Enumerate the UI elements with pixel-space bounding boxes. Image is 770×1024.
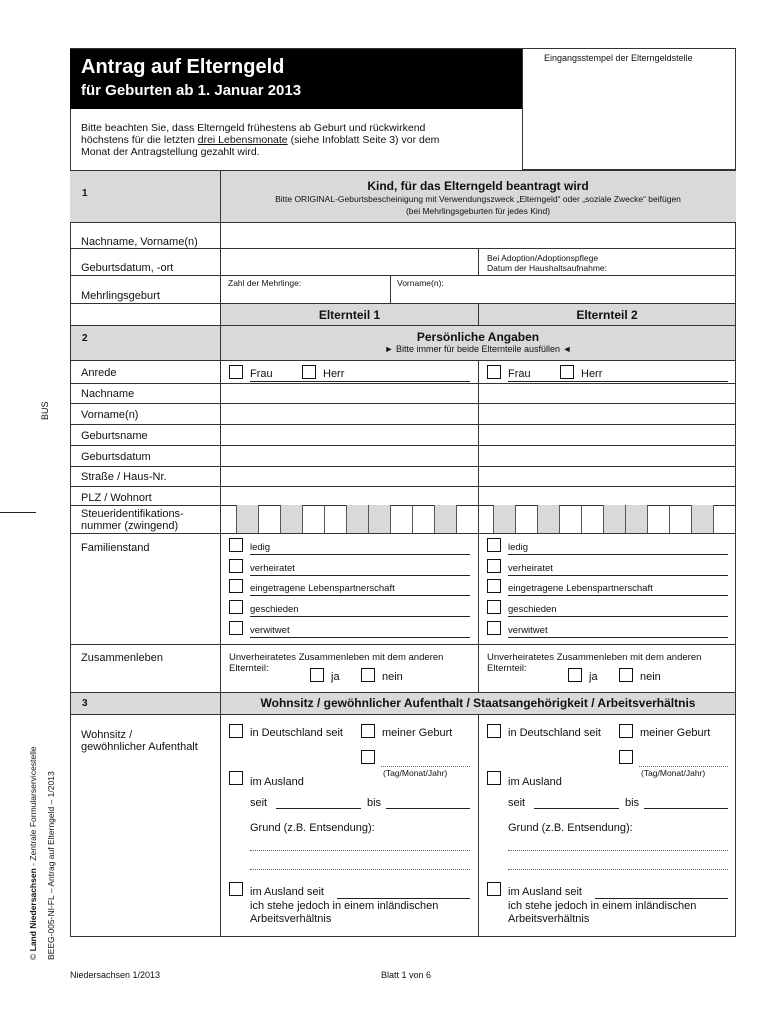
p1-tax-id-digit-10[interactable] (434, 505, 456, 533)
p1-familienstand-2-checkbox[interactable] (229, 579, 243, 593)
p1-bis-field[interactable] (386, 808, 470, 809)
p2-anrede-frau-checkbox[interactable] (487, 365, 501, 379)
p2-familienstand-3-checkbox[interactable] (487, 600, 501, 614)
section-1-subtitle-1: Bitte ORIGINAL-Geburtsbescheinigung mit Verwendungszweck „Elterngeld“ oder „soziale Zwecke“ beifügen (275, 194, 681, 204)
p1-familienstand-0-label: ledig (250, 542, 271, 553)
p1-zusammenleben-ja-checkbox[interactable] (310, 668, 324, 682)
parent-2-header: Elternteil 2 (576, 308, 638, 322)
p1-inland-2: Arbeitsverhältnis (250, 913, 332, 925)
p1-familienstand-0-checkbox[interactable] (229, 538, 243, 552)
p2-tax-id-digit-2[interactable] (515, 505, 537, 533)
p2-familienstand-3-label: geschieden (508, 604, 557, 615)
p2-grund-field-2[interactable] (508, 869, 728, 870)
p1-seit-field[interactable] (276, 808, 361, 809)
p2-seit-field[interactable] (534, 808, 619, 809)
p1-geburtsname-field[interactable] (221, 425, 478, 445)
p1-geburtsdatum-field[interactable] (221, 446, 478, 466)
section-1-subtitle-2: (bei Mehrlingsgeburten für jedes Kind) (405, 206, 551, 216)
p1-grund-field-2[interactable] (250, 869, 470, 870)
p2-anrede-herr-label: Herr (581, 368, 603, 380)
p1-anrede-frau-label: Frau (250, 368, 273, 380)
p1-seit-date-checkbox[interactable] (361, 750, 375, 764)
p1-zusammenleben-text-2: Elternteil: (229, 663, 269, 674)
p2-familienstand-0-checkbox[interactable] (487, 538, 501, 552)
row-label-strasse: Straße / Haus-Nr. (81, 471, 167, 483)
child-birth-field[interactable] (221, 249, 478, 274)
p1-seit-geburt-label: meiner Geburt (382, 727, 453, 739)
child-name-label: Nachname, Vorname(n) (81, 236, 198, 248)
adoption-label-1: Bei Adoption/Adoptionspflege (487, 253, 599, 263)
p2-grund-field-1[interactable] (508, 850, 728, 851)
section-2-title: Persönliche Angaben (416, 330, 540, 344)
p1-tax-id-digit-11[interactable] (456, 505, 478, 533)
p1-nachname-field[interactable] (221, 384, 478, 403)
p1-ausland-seit-label: im Ausland seit (250, 886, 324, 898)
p1-date-hint: (Tag/Monat/Jahr) (383, 768, 448, 778)
p1-ausland-checkbox[interactable] (229, 771, 243, 785)
row-label-plz: PLZ / Wohnort (81, 492, 152, 504)
child-birth-label: Geburtsdatum, -ort (81, 262, 174, 274)
p1-tax-id-digit-4[interactable] (302, 505, 324, 533)
p2-familienstand-0-label: ledig (508, 542, 529, 553)
p1-vorname-field[interactable] (221, 404, 478, 424)
section-2-number: 2 (82, 333, 88, 344)
p1-grund-field-1[interactable] (250, 850, 470, 851)
p2-familienstand-4-checkbox[interactable] (487, 621, 501, 635)
p2-familienstand-2-checkbox[interactable] (487, 579, 501, 593)
p2-zusammenleben-ja-checkbox[interactable] (568, 668, 582, 682)
multiple-birth-label: Mehrlingsgeburt (81, 290, 160, 302)
p2-familienstand-1-label: verheiratet (508, 563, 553, 574)
page-title: Antrag auf Elterngeld (81, 56, 285, 78)
p2-tax-id-digit-5[interactable] (581, 505, 603, 533)
p2-zusammenleben-nein-label: nein (640, 671, 661, 683)
p1-bis-label: bis (367, 797, 382, 809)
margin-copyright: © Land Niedersachsen - Zentrale Formularservicestelle (28, 746, 38, 960)
parent-1-header: Elternteil 1 (318, 308, 381, 322)
p1-seit-label: seit (250, 797, 268, 809)
section-3-number: 3 (82, 698, 88, 709)
p1-familienstand-4-label: verwitwet (250, 625, 290, 636)
p2-nachname-field[interactable] (479, 384, 735, 403)
p1-in-de-label: in Deutschland seit (250, 727, 343, 739)
p2-plz-field[interactable] (479, 487, 735, 505)
p1-zusammenleben-text-1: Unverheiratetes Zusammenleben mit dem anderen (229, 652, 444, 663)
row-label-steuer-2: nummer (zwingend) (81, 520, 179, 532)
footer-center: Blatt 1 von 6 (381, 970, 432, 980)
p2-ausland-seit-checkbox[interactable] (487, 882, 501, 896)
p2-date-hint: (Tag/Monat/Jahr) (641, 768, 706, 778)
row-label-wohnsitz-2: gewöhnlicher Aufenthalt (81, 741, 198, 753)
p1-inland-1: ich stehe jedoch in einem inländischen (250, 900, 439, 912)
notice-line-3: Monat der Antragstellung gezahlt wird. (81, 146, 260, 158)
p1-anrede-herr-label: Herr (323, 368, 345, 380)
p1-seit-geburt-checkbox[interactable] (361, 724, 375, 738)
multiple-count-label: Zahl der Mehrlinge: (228, 278, 302, 288)
p2-seit-geburt-checkbox[interactable] (619, 724, 633, 738)
p2-seit-date-field[interactable] (639, 766, 728, 767)
footer-left: Niedersachsen 1/2013 (70, 970, 161, 980)
p1-zusammenleben-nein-label: nein (382, 671, 403, 683)
p2-tax-id-digit-3[interactable] (537, 505, 559, 533)
p2-geburtsname-field[interactable] (479, 425, 735, 445)
child-name-field[interactable] (221, 223, 735, 247)
row-label-vorname: Vorname(n) (81, 409, 139, 421)
notice-line-1: Bitte beachten Sie, dass Elterngeld frühestens ab Geburt und rückwirkend (81, 122, 426, 134)
p2-tax-id-digit-1[interactable] (493, 505, 515, 533)
row-label-nachname: Nachname (81, 388, 135, 400)
p2-tax-id-digit-8[interactable] (647, 505, 669, 533)
p2-zusammenleben-ja-label: ja (589, 671, 598, 683)
p1-familienstand-2-label: eingetragene Lebenspartnerschaft (250, 583, 395, 594)
p1-zusammenleben-ja-label: ja (331, 671, 340, 683)
p2-in-de-checkbox[interactable] (487, 724, 501, 738)
p2-geburtsdatum-field[interactable] (479, 446, 735, 466)
receipt-stamp-label: Eingangsstempel der Elterngeldstelle (544, 53, 693, 63)
p1-familienstand-1-label: verheiratet (250, 563, 295, 574)
p2-inland-2: Arbeitsverhältnis (508, 913, 590, 925)
p2-vorname-field[interactable] (479, 404, 735, 424)
p2-ausland-label: im Ausland (508, 776, 562, 788)
section-1-title: Kind, für das Elterngeld beantragt wird (367, 179, 589, 193)
p1-familienstand-4-checkbox[interactable] (229, 621, 243, 635)
p1-seit-date-field[interactable] (381, 766, 470, 767)
p1-grund-label: Grund (z.B. Entsendung): (250, 822, 375, 834)
p1-zusammenleben-nein-checkbox[interactable] (361, 668, 375, 682)
row-label-geburtsdatum: Geburtsdatum (81, 451, 151, 463)
p1-familienstand-1-checkbox[interactable] (229, 559, 243, 573)
row-label-zusammenleben: Zusammenleben (81, 652, 163, 664)
p1-anrede-frau-checkbox[interactable] (229, 365, 243, 379)
notice-line-2: höchstens für die letzten drei Lebensmonate (siehe Infoblatt Seite 3) vor dem (81, 134, 440, 146)
p2-familienstand-2-label: eingetragene Lebenspartnerschaft (508, 583, 653, 594)
margin-form-id: BEEG-005-NI-FL – Antrag auf Elterngeld – 1/2013 (46, 771, 56, 960)
p1-ausland-seit-field[interactable] (337, 898, 470, 899)
p2-inland-1: ich stehe jedoch in einem inländischen (508, 900, 697, 912)
p2-tax-id-digit-9[interactable] (669, 505, 691, 533)
p1-tax-id-digit-3[interactable] (280, 505, 302, 533)
receipt-stamp-box (522, 48, 736, 170)
p1-tax-id-digit-1[interactable] (236, 505, 258, 533)
p2-bis-field[interactable] (644, 808, 728, 809)
row-label-geburtsname: Geburtsname (81, 430, 148, 442)
p2-seit-date-checkbox[interactable] (619, 750, 633, 764)
p1-tax-id-digit-2[interactable] (258, 505, 280, 533)
margin-bus: BUS (40, 401, 50, 420)
p1-tax-id-digit-6[interactable] (346, 505, 368, 533)
p1-familienstand-3-label: geschieden (250, 604, 299, 615)
p2-seit-geburt-label: meiner Geburt (640, 727, 711, 739)
p2-ausland-checkbox[interactable] (487, 771, 501, 785)
p2-strasse-field[interactable] (479, 467, 735, 486)
p2-seit-label: seit (508, 797, 526, 809)
p2-familienstand-4-label: verwitwet (508, 625, 548, 636)
p1-in-de-checkbox[interactable] (229, 724, 243, 738)
row-label-anrede: Anrede (81, 367, 117, 379)
p2-ausland-seit-label: im Ausland seit (508, 886, 582, 898)
p2-zusammenleben-nein-checkbox[interactable] (619, 668, 633, 682)
p2-tax-id-digit-6[interactable] (603, 505, 625, 533)
p1-tax-id-digit-7[interactable] (368, 505, 390, 533)
adoption-label-2: Datum der Haushaltsaufnahme: (487, 263, 608, 273)
p1-anrede-herr-checkbox[interactable] (302, 365, 316, 379)
p1-ausland-label: im Ausland (250, 776, 304, 788)
p2-ausland-seit-field[interactable] (595, 898, 728, 899)
section-2-hint: ► Bitte immer für beide Elternteile ausfüllen ◄ (384, 344, 572, 354)
row-label-steuer-1: Steueridentifikations- (81, 508, 184, 520)
section-1-number: 1 (82, 188, 88, 199)
multiple-names-label: Vorname(n): (397, 278, 444, 288)
page-subtitle: für Geburten ab 1. Januar 2013 (81, 82, 302, 99)
p1-tax-id-digit-5[interactable] (324, 505, 346, 533)
p2-in-de-label: in Deutschland seit (508, 727, 601, 739)
p1-tax-id-digit-9[interactable] (412, 505, 434, 533)
p2-anrede-frau-label: Frau (508, 368, 531, 380)
p2-zusammenleben-text-2: Elternteil: (487, 663, 527, 674)
p1-ausland-seit-checkbox[interactable] (229, 882, 243, 896)
p1-plz-field[interactable] (221, 487, 478, 505)
p2-familienstand-1-checkbox[interactable] (487, 559, 501, 573)
p2-tax-id-digit-11[interactable] (713, 505, 735, 533)
p2-bis-label: bis (625, 797, 640, 809)
p2-tax-id-digit-4[interactable] (559, 505, 581, 533)
p2-zusammenleben-text-1: Unverheiratetes Zusammenleben mit dem anderen (487, 652, 702, 663)
row-label-familienstand: Familienstand (81, 542, 150, 554)
p1-familienstand-3-checkbox[interactable] (229, 600, 243, 614)
p2-anrede-herr-checkbox[interactable] (560, 365, 574, 379)
p2-grund-label: Grund (z.B. Entsendung): (508, 822, 633, 834)
row-label-wohnsitz-1: Wohnsitz / (81, 729, 133, 741)
p1-strasse-field[interactable] (221, 467, 478, 486)
p2-tax-id-digit-10[interactable] (691, 505, 713, 533)
p1-tax-id-digit-8[interactable] (390, 505, 412, 533)
section-3-title: Wohnsitz / gewöhnlicher Aufenthalt / Staatsangehörigkeit / Arbeitsverhältnis (260, 696, 696, 710)
p2-tax-id-digit-7[interactable] (625, 505, 647, 533)
